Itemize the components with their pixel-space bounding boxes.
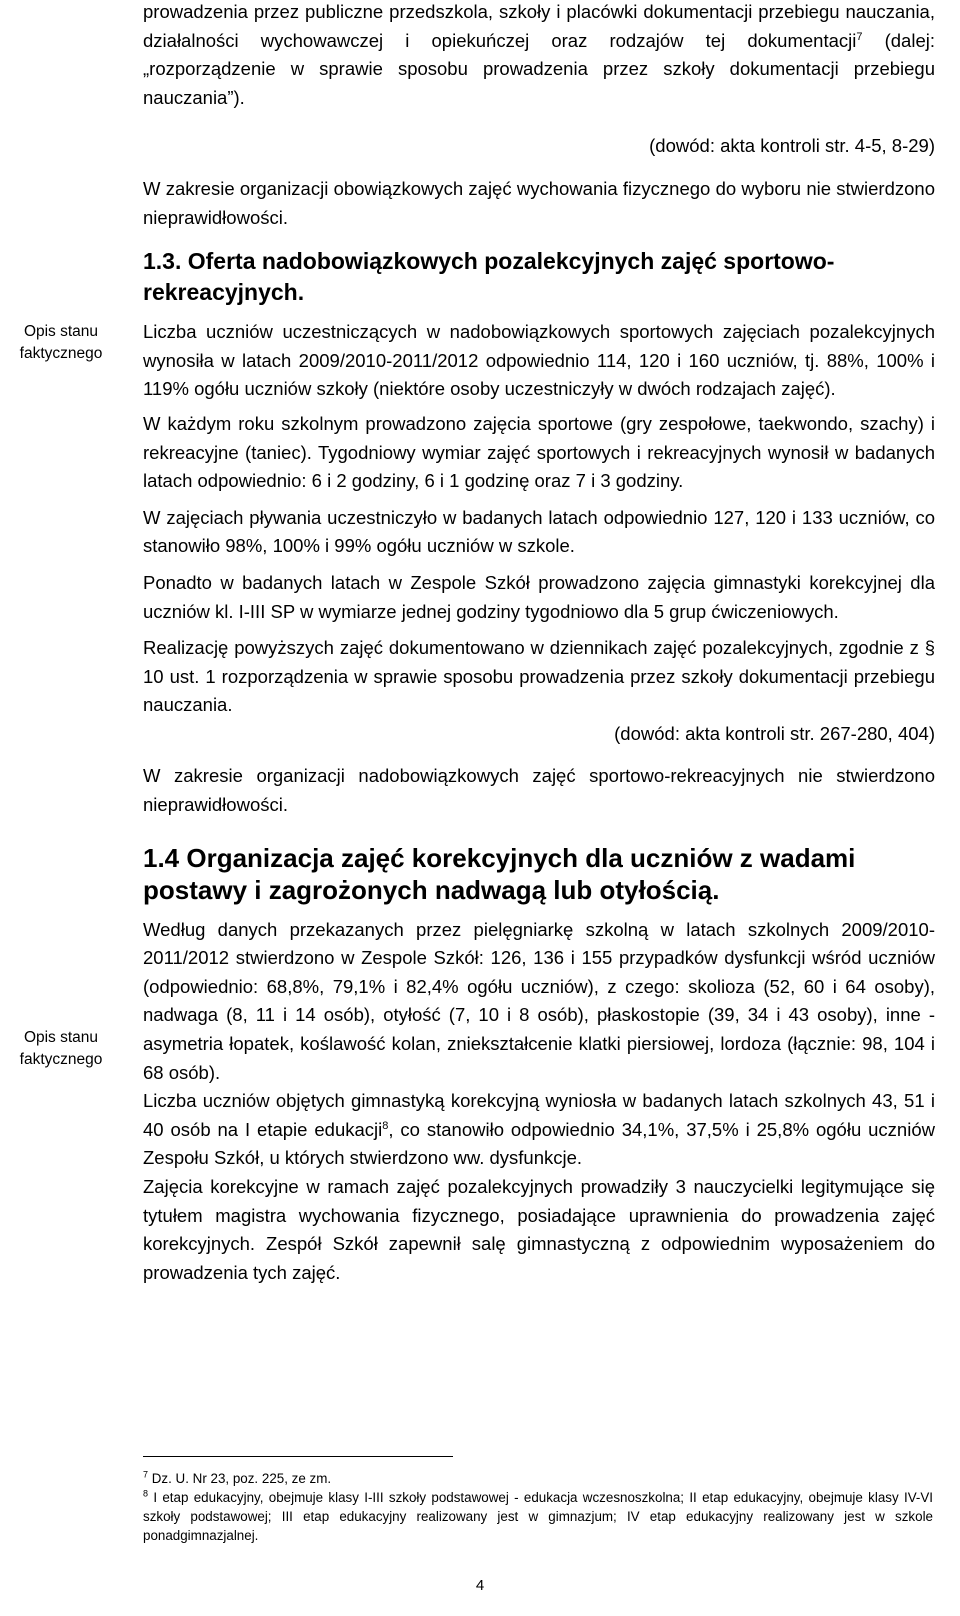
section-paragraph: Liczba uczniów uczestniczących w nadobowiązkowych sportowych zajęciach pozalekcyjnych wynosiła w latach 2009/2010-2011/2012 odpowiednio 114, 120 i 160 uczniów, tj. 88%, 100% i 119% ogółu uczniów szkoły (niektóre osoby uczestniczyły w dwóch rodzajach zajęć).: [143, 321, 935, 400]
section-paragraph: W każdym roku szkolnym prowadzono zajęcia sportowe (gry zespołowe, taekwondo, szachy) i rekreacyjne (taniec). Tygodniowy wymiar zajęć sportowych i rekreacyjnych wynosił w badanych latach odpowiednio: 6 i 2 godziny, 6 i 1 godzinę oraz 7 i 3 godziny.: [143, 412, 935, 492]
section-paragraph: Liczba uczniów objętych gimnastyką korekcyjną wyniosła w badanych latach szkolnych 43, 51 i 40 osób na I etapie edukacji$^8$, co stanowiło odpowiednio 34,1%, 37,5% i 25,8% ogółu uczniów Zespołu Szkół, u których stwierdzono ww. dysfunkcje.: [143, 1090, 935, 1169]
intro-paragraph: prowadzenia przez publiczne przedszkola, szkoły i placówki dokumentacji przebiegu nauczania, działalności wychowawczej i opiekuńczej oraz rodzajów tej dokumentacji$^7$ (dalej: „rozporządzenie w sprawie sposobu prowadzenia przez szkoły dokumentacji przebiegu nauczania”).: [143, 1, 935, 108]
margin-label-line: Opis stanu: [23, 323, 99, 340]
section-paragraph: Zajęcia korekcyjne w ramach zajęć pozalekcyjnych prowadziły 3 nauczycielki legitymujące się tytułem magistra wychowania fizycznego, posiadające uprawnienia do prowadzenia zajęć korekcyjnych. Zespół Szkół zapewnił salę gimnastyczną z odpowiednim wyposażeniem do prowadzenia tych zajęć.: [143, 1176, 935, 1283]
evidence-note: (dowód: akta kontroli str. 4-5, 8-29): [649, 135, 935, 157]
section-paragraph: Według danych przekazanych przez pielęgniarkę szkolną w latach szkolnych 2009/2010-2011/2012 stwierdzono w Zespole Szkół: 126, 136 i 155 przypadków dysfunkcji wśród uczniów (odpowiednio: 68,8%, 79,1% i 82,4% ogółu uczniów), z czego: skolioza (52, 60 i 64 osoby), nadwaga (8, 11 i 14 osób), otyłość (7, 10 i 8 osób), płaskostopie (39, 34 i 43 osoby), inne - asymetria łopatek, koślawość kolan, zniekształcenie klatki piersiowej, lordoza (łącznie: 98, 104 i 68 osób).: [143, 918, 935, 1083]
section-paragraph: Ponadto w badanych latach w Zespole Szkół prowadzono zajęcia gimnastyki korekcyjnej dla uczniów kl. I-III SP w wymiarze jednej godziny tygodniowo dla 5 grup ćwiczeniowych.: [143, 571, 935, 622]
footnote-8: $^8$ I etap edukacyjny, obejmuje klasy I-III szkoły podstawowej - edukacja wczesnoszkolna; II etap edukacyjny, obejmuje klasy IV-VI szkoły podstawowej; III etap edukacyjny realizowany jest w gimnazjum; IV etap edukacyjny realizowany jest w szkole ponadgimnazjalnej.: [143, 1488, 933, 1543]
margin-label-section-1-3: [0, 321, 122, 365]
section-heading-1-3: 1.3. Oferta nadobowiązkowych pozalekcyjnych zajęć sportowo-rekreacyjnych.: [143, 248, 835, 306]
footnote-7: $^7$ Dz. U. Nr 23, poz. 225, ze zm.: [143, 1469, 332, 1486]
margin-label-line: faktycznego: [19, 1051, 103, 1068]
section-heading-1-4: 1.4 Organizacja zajęć korekcyjnych dla uczniów z wadami postawy i zagrożonych nadwagą lub otyłością.: [143, 842, 856, 905]
conclusion-paragraph: W zakresie organizacji nadobowiązkowych zajęć sportowo-rekreacyjnych nie stwierdzono nieprawidłowości.: [143, 765, 935, 816]
section-paragraph: Realizację powyższych zajęć dokumentowano w dziennikach zajęć pozalekcyjnych, zgodnie z § 10 ust. 1 rozporządzenia w sprawie sposobu prowadzenia przez szkoły dokumentacji przebiegu nauczania.: [143, 637, 935, 716]
page-number: 4: [475, 1577, 485, 1594]
margin-label-section-1-4: [0, 1027, 122, 1071]
footnote-ref-7[interactable]: 7: [856, 30, 863, 43]
margin-label-line: Opis stanu: [23, 1029, 99, 1046]
section-paragraph: W zajęciach pływania uczestniczyło w badanych latach odpowiednio 127, 120 i 133 uczniów, co stanowiło 98%, 100% i 99% ogółu uczniów w szkole.: [143, 506, 935, 557]
conclusion-paragraph: W zakresie organizacji obowiązkowych zajęć wychowania fizycznego do wyboru nie stwierdzono nieprawidłowości.: [143, 177, 935, 228]
footnote-separator: [143, 1456, 453, 1457]
evidence-note: (dowód: akta kontroli str. 267-280, 404): [614, 722, 935, 744]
document-body: [143, 0, 935, 1287]
footnote-ref-8[interactable]: 8: [382, 1119, 389, 1132]
margin-label-line: faktycznego: [19, 345, 103, 362]
footnotes: [143, 1469, 933, 1545]
